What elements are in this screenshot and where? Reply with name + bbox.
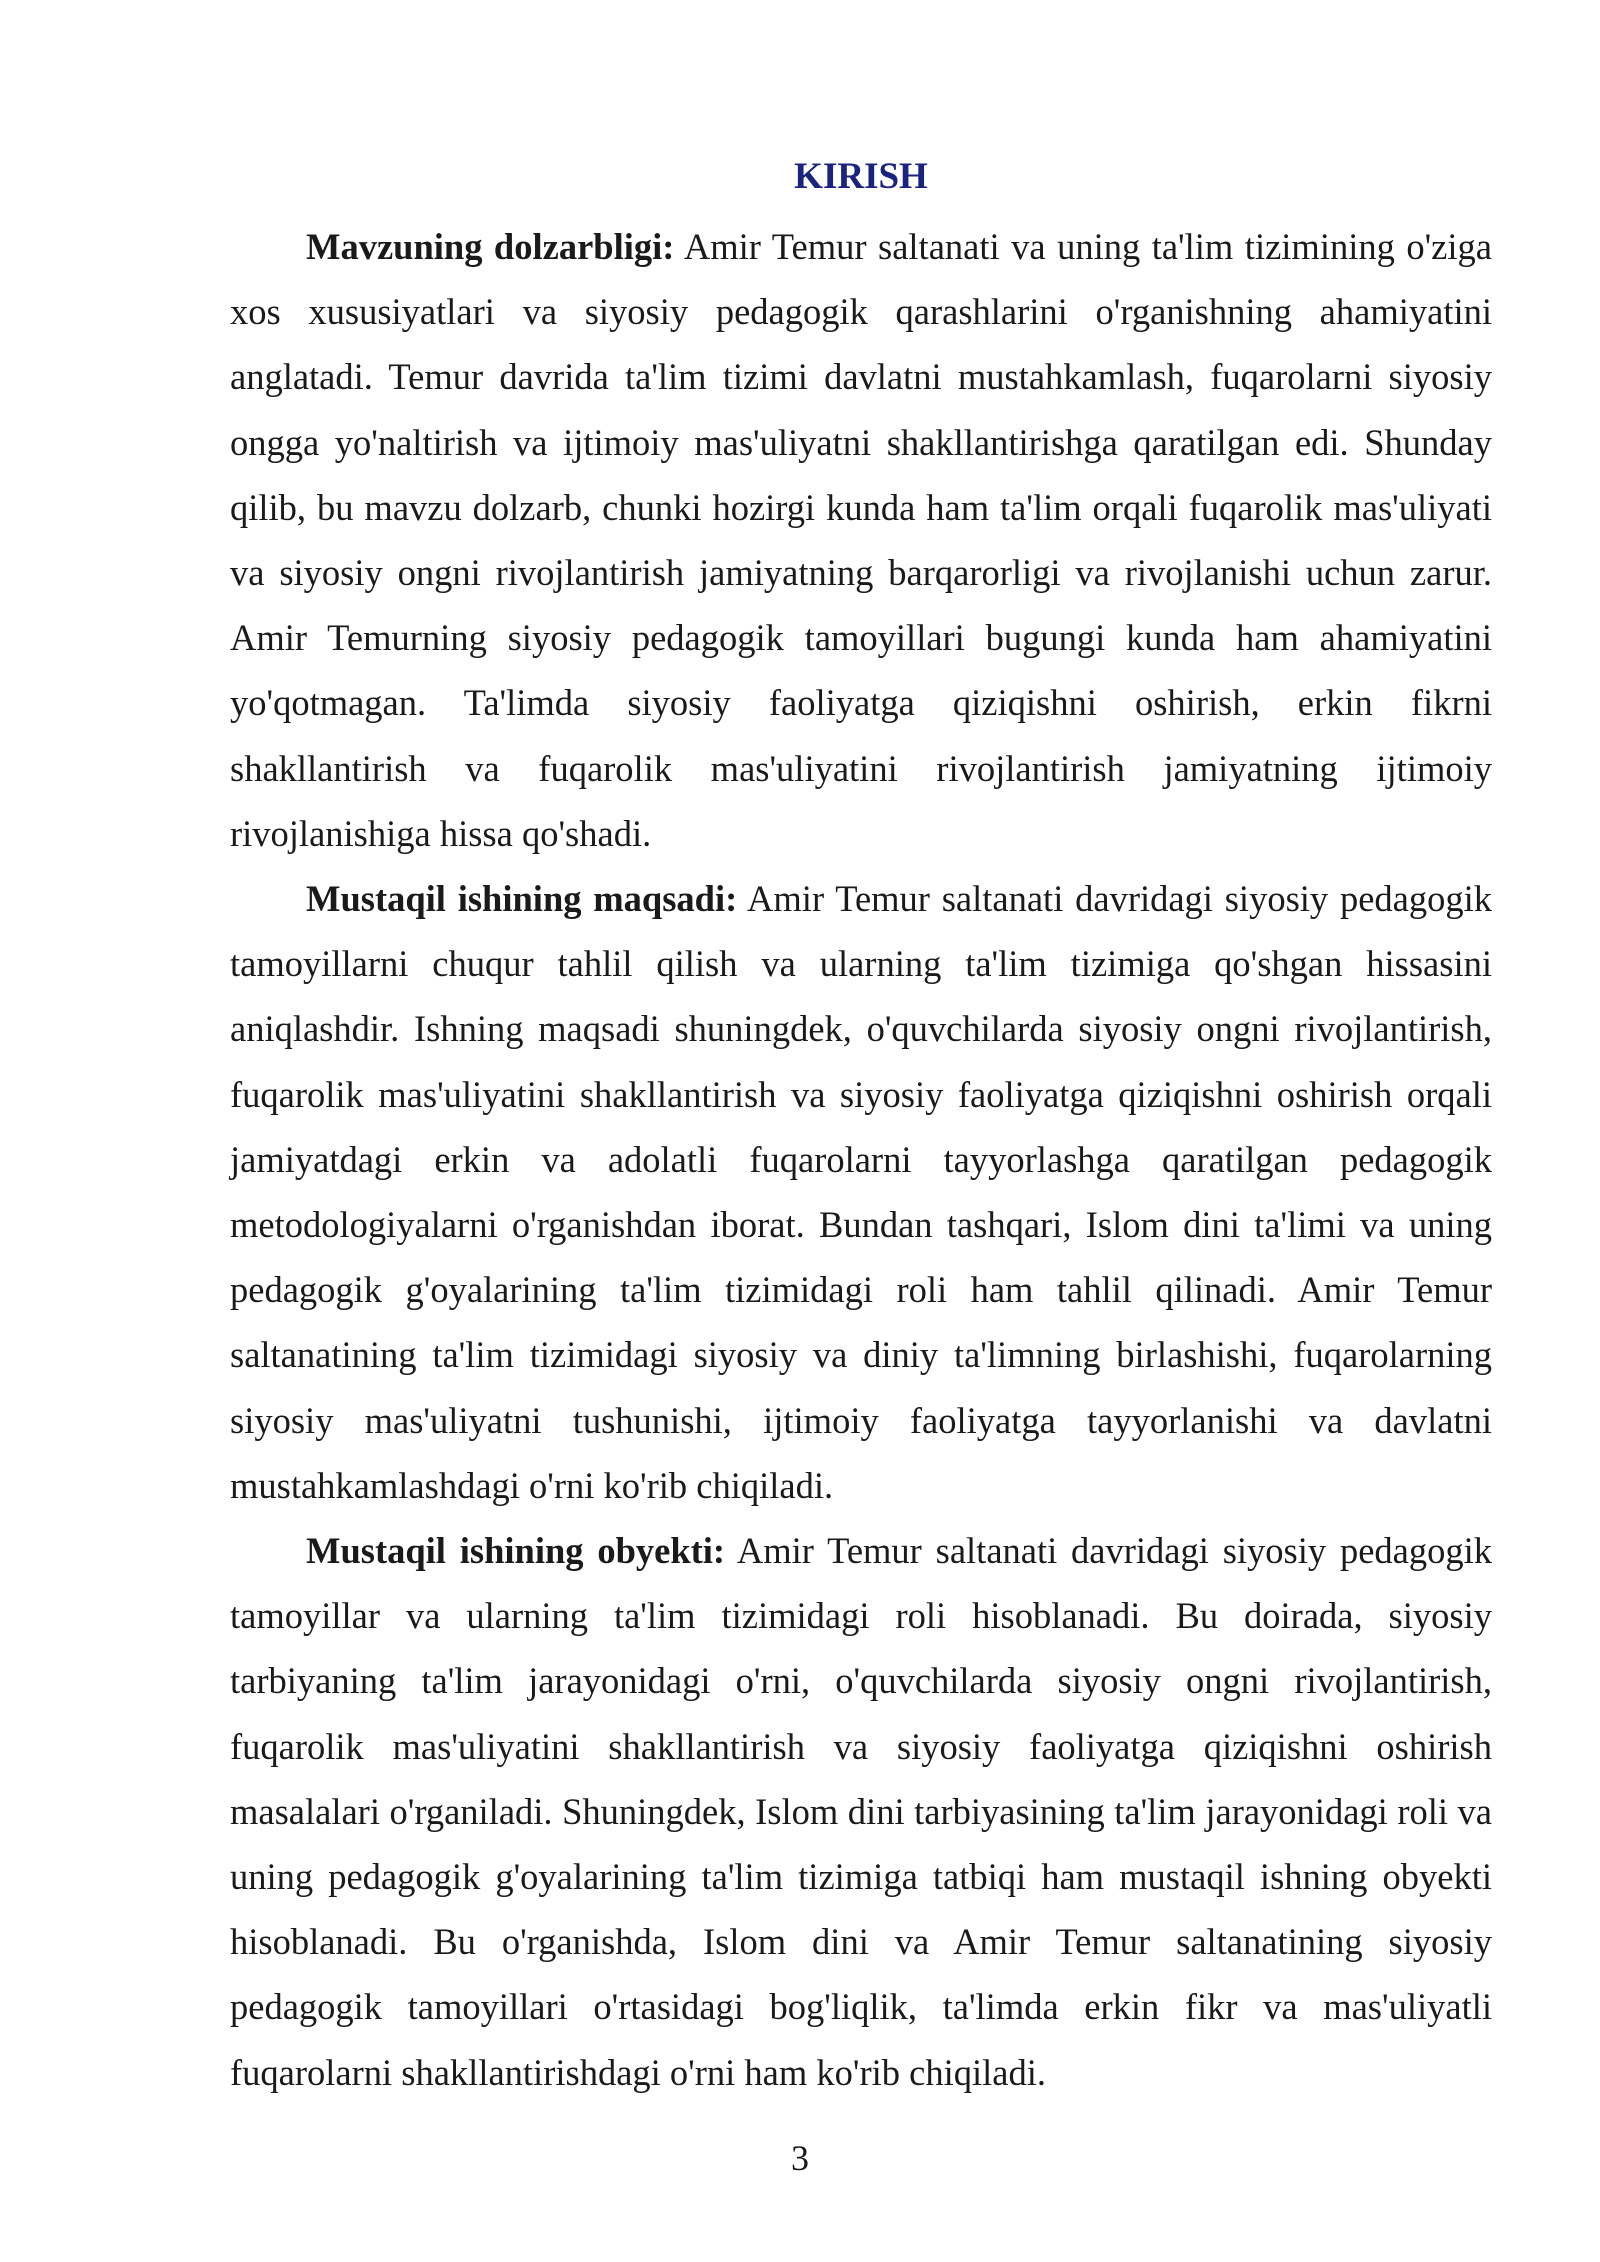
page-number: 3 xyxy=(791,2138,809,2178)
paragraph-lead-relevance: Mavzuning dolzarbligi: xyxy=(306,226,675,267)
paragraph-text-relevance: Amir Temur saltanati va uning ta'lim tizimining o'ziga xos xususiyatlari va siyosiy pedagogik qarashlarini o'rganishning ahamiyatini anglatadi. Temur davrida ta'lim tizimi davlatni mustahkamlash, fuqarolarni siyosiy ongga yo'naltirish va ijtimoiy mas'uliyatni shakllantirishga qaratilgan edi. Shunday qilib, bu mavzu dolzarb, chunki hozirgi kunda ham ta'lim orqali fuqarolik mas'uliyati va siyosiy ongni rivojlantirish jamiyatning barqarorligi va rivojlanishi uchun zarur. Amir Temurning siyosiy pedagogik tamoyillari bugungi kunda ham ahamiyatini yo'qotmagan. Ta'limda siyosiy faoliyatga qiziqishni oshirish, erkin fikrni shakllantirish va fuqarolik mas'uliyatini rivojlantirish jamiyatning ijtimoiy rivojlanishiga hissa qo'shadi. xyxy=(230,226,1492,854)
paragraph-lead-object: Mustaqil ishining obyekti: xyxy=(306,1530,726,1572)
paragraph-text-object: Amir Temur saltanati davridagi siyosiy pedagogik tamoyillar va ularning ta'lim tizimidagi roli hisoblanadi. Bu doirada, siyosiy tarbiyaning ta'lim jarayonidagi o'rni, o'quvchilarda siyosiy ongni rivojlantirish, fuqarolik mas'uliyatini shakllantirish va siyosiy faoliyatga qiziqishni oshirish masalalari o'rganiladi. Shuningdek, Islom dini tarbiyasining ta'lim jarayonidagi roli va uning pedagogik g'oyalarining ta'lim tizimiga tatbiqi ham mustaqil ishning obyekti hisoblanadi. Bu o'rganishda, Islom dini va Amir Temur saltanatining siyosiy pedagogik tamoyillari o'rtasidagi bog'liqlik, ta'limda erkin fikr va mas'uliyatli fuqarolarni shakllantirishdagi o'rni ham ko'rib chiqiladi. xyxy=(230,1530,1492,2093)
paragraph-text-purpose: Amir Temur saltanati davridagi siyosiy pedagogik tamoyillarni chuqur tahlil qilish va ularning ta'lim tizimiga qo'shgan hissasini aniqlashdir. Ishning maqsadi shuningdek, o'quvchilarda siyosiy ongni rivojlantirish, fuqarolik mas'uliyatini shakllantirish va siyosiy faoliyatga qiziqishni oshirish orqali jamiyatdagi erkin va adolatli fuqarolarni tayyorlashga qaratilgan pedagogik metodologiyalarni o'rganishdan iborat. Bundan tashqari, Islom dini ta'limi va uning pedagogik g'oyalarining ta'lim tizimidagi roli ham tahlil qilinadi. Amir Temur saltanatining ta'lim tizimidagi siyosiy va diniy ta'limning birlashishi, fuqarolarning siyosiy mas'uliyatni tushunishi, ijtimoiy faoliyatga tayyorlanishi va davlatni mustahkamlashdagi o'rni ko'rib chiqiladi. xyxy=(230,878,1492,1506)
paragraph-object xyxy=(230,1518,1492,2105)
paragraph-lead-purpose: Mustaqil ishining maqsadi: xyxy=(306,878,738,920)
section-heading: KIRISH xyxy=(794,156,928,197)
paragraph-relevance xyxy=(230,214,1492,866)
paragraph-purpose xyxy=(230,866,1492,1518)
page-content xyxy=(230,150,1492,2105)
